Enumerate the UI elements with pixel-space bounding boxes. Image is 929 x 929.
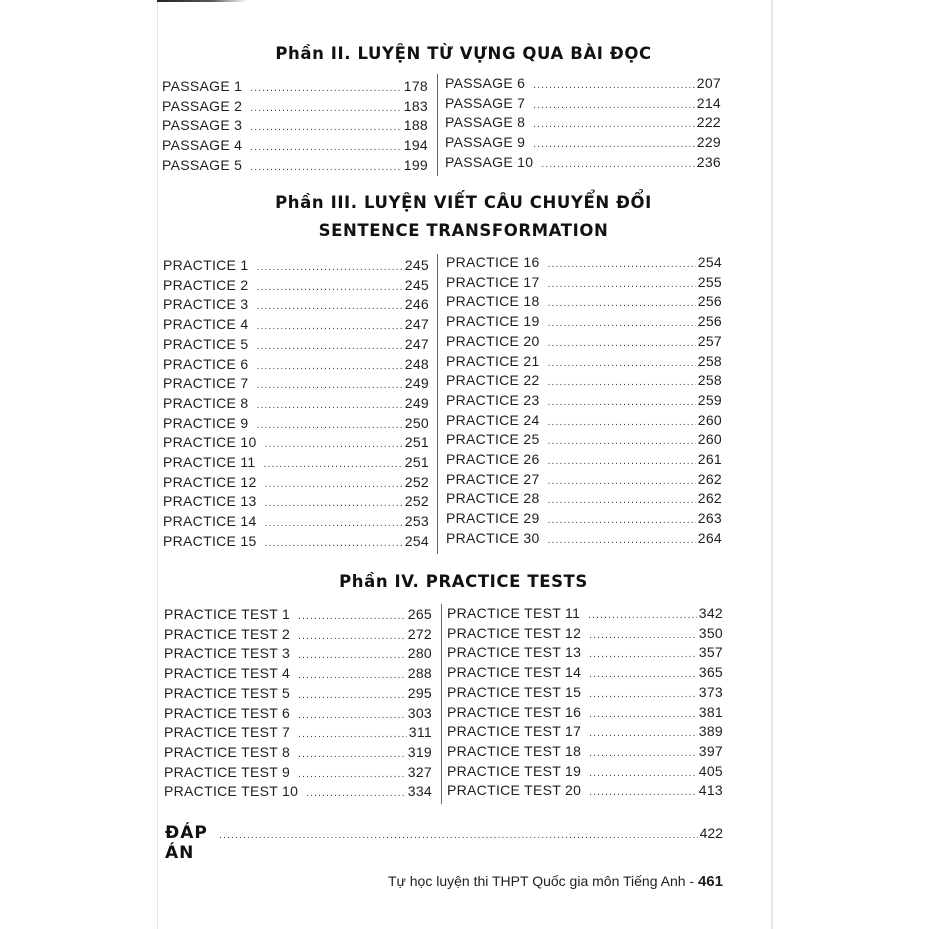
toc-entry[interactable] (446, 510, 722, 526)
entry-label: PRACTICE 2 (163, 276, 249, 293)
entry-page-number: 236 (696, 153, 721, 170)
entry-label: PRACTICE 28 (446, 490, 540, 507)
leader-dots (256, 420, 402, 431)
entry-label: PRACTICE 14 (163, 513, 257, 530)
entry-label: PRACTICE TEST 17 (447, 723, 582, 740)
toc-entry[interactable] (163, 296, 429, 312)
entry-label: PRACTICE 21 (446, 352, 540, 369)
toc-entry[interactable] (163, 316, 429, 332)
entry-page-number: 222 (696, 114, 721, 131)
entry-page-number: 250 (404, 414, 429, 431)
leader-dots (256, 341, 402, 352)
leader-dots (533, 139, 694, 150)
leader-dots (589, 630, 697, 641)
toc-entry[interactable] (447, 684, 723, 700)
toc-entry[interactable] (164, 665, 432, 681)
entry-page-number: 262 (697, 490, 722, 507)
toc-entry[interactable] (447, 743, 723, 759)
toc-entry[interactable] (446, 254, 722, 270)
entry-page-number: 373 (698, 683, 723, 700)
entry-label: PRACTICE TEST 3 (164, 645, 291, 662)
entry-label: PRACTICE 16 (446, 254, 540, 270)
leader-dots (548, 358, 696, 369)
toc-entry[interactable] (162, 117, 428, 133)
entry-label: PRACTICE TEST 16 (447, 703, 582, 720)
entry-label: PRACTICE 22 (446, 372, 540, 389)
toc-entry[interactable] (447, 644, 723, 660)
leader-dots (298, 690, 406, 701)
leader-dots (265, 439, 403, 450)
section-3-subtitle: SENTENCE TRANSFORMATION (318, 221, 609, 240)
leader-dots (264, 459, 403, 470)
entry-page-number: 327 (407, 763, 432, 780)
toc-entry[interactable] (447, 763, 723, 779)
toc-entry[interactable] (163, 257, 429, 273)
toc-entry[interactable] (164, 724, 432, 740)
leader-dots (589, 689, 697, 700)
toc-entry[interactable] (446, 313, 722, 329)
leader-dots (265, 538, 403, 549)
toc-entry[interactable] (446, 353, 722, 369)
entry-label: PASSAGE 8 (445, 114, 526, 131)
toc-entry[interactable] (162, 137, 428, 153)
toc-entry[interactable] (163, 415, 429, 431)
toc-entry[interactable] (163, 474, 429, 490)
leader-dots (298, 611, 406, 622)
entry-page-number: 389 (698, 723, 723, 740)
entry-label: PASSAGE 4 (162, 137, 243, 154)
toc-entry[interactable] (446, 293, 722, 309)
toc-entry[interactable] (163, 454, 429, 470)
toc-entry[interactable] (446, 392, 722, 408)
entry-label: PRACTICE 7 (163, 375, 249, 392)
entry-page-number: 342 (698, 605, 723, 621)
entry-label: PRACTICE 27 (446, 470, 540, 487)
entry-label: PRACTICE TEST 6 (164, 704, 291, 721)
leader-dots (548, 495, 696, 506)
leader-dots (533, 100, 694, 111)
toc-entry[interactable] (446, 490, 722, 506)
entry-label: PRACTICE 24 (446, 411, 540, 428)
toc-entry[interactable] (446, 530, 722, 546)
answers-page-number: 422 (699, 825, 723, 841)
entry-label: PRACTICE TEST 19 (447, 762, 582, 779)
toc-entry[interactable] (163, 356, 429, 372)
leader-dots (548, 417, 696, 428)
entry-label: PRACTICE TEST 7 (164, 724, 291, 741)
leader-dots (589, 728, 697, 739)
entry-page-number: 260 (697, 411, 722, 428)
entry-label: PRACTICE 8 (163, 394, 249, 411)
entry-page-number: 365 (698, 664, 723, 681)
leader-dots (548, 436, 696, 447)
toc-entry[interactable] (163, 434, 429, 450)
entry-label: PRACTICE 12 (163, 473, 257, 490)
entry-page-number: 247 (404, 316, 429, 333)
leader-dots (298, 749, 406, 760)
toc-entry[interactable] (163, 375, 429, 391)
toc-entry[interactable] (446, 274, 722, 290)
toc-entry[interactable] (164, 764, 432, 780)
entry-label: PRACTICE 30 (446, 529, 540, 546)
leader-dots (265, 479, 403, 490)
page-top-edge-shadow (157, 0, 247, 2)
toc-entry[interactable] (162, 98, 428, 114)
entry-label: PRACTICE 19 (446, 313, 540, 330)
entry-page-number: 183 (403, 97, 428, 114)
entry-page-number: 319 (407, 743, 432, 760)
entry-label: PASSAGE 9 (445, 134, 526, 151)
entry-label: PRACTICE 11 (163, 454, 256, 470)
toc-entry[interactable] (164, 705, 432, 721)
entry-page-number: 253 (404, 513, 429, 530)
leader-dots (548, 338, 696, 349)
entry-label: PRACTICE 6 (163, 355, 249, 372)
entry-page-number: 249 (404, 394, 429, 411)
leader-dots (548, 515, 696, 526)
footer-book-title: Tự học luyện thi THPT Quốc gia môn Tiếng Anh - (387, 873, 698, 889)
entry-label: PRACTICE 17 (446, 273, 540, 290)
entry-page-number: 252 (404, 493, 429, 510)
section-4-title: Phần IV. PRACTICE TESTS (339, 572, 588, 591)
leader-dots (589, 768, 697, 779)
entry-page-number: 263 (697, 510, 722, 527)
entry-page-number: 194 (403, 137, 428, 154)
entry-label: PASSAGE 5 (162, 156, 243, 173)
leader-dots (250, 103, 401, 114)
entry-label: PRACTICE TEST 9 (164, 763, 291, 780)
toc-entry[interactable] (446, 471, 722, 487)
entry-label: PRACTICE TEST 5 (164, 684, 291, 701)
entry-label: PASSAGE 10 (445, 153, 534, 170)
entry-page-number: 405 (698, 762, 723, 779)
toc-entry[interactable] (446, 451, 722, 467)
leader-dots (589, 669, 697, 680)
leader-dots (589, 649, 697, 660)
toc-entry[interactable] (446, 412, 722, 428)
entry-label: PRACTICE TEST 4 (164, 665, 291, 682)
toc-entry[interactable] (445, 154, 721, 170)
toc-entry[interactable] (445, 134, 721, 150)
leader-dots (548, 456, 696, 467)
leader-dots (548, 397, 696, 408)
entry-page-number: 413 (698, 782, 723, 799)
leader-dots (250, 83, 401, 94)
leader-dots (589, 709, 697, 720)
leader-dots (548, 259, 696, 270)
toc-entry[interactable] (163, 395, 429, 411)
leader-dots (256, 361, 402, 372)
entry-page-number: 229 (696, 134, 721, 151)
entry-label: PRACTICE TEST 15 (447, 683, 582, 700)
leader-dots (548, 279, 696, 290)
entry-label: PASSAGE 6 (445, 75, 526, 91)
toc-entry[interactable] (447, 782, 723, 798)
toc-entry[interactable] (162, 157, 428, 173)
toc-entry[interactable] (447, 723, 723, 739)
leader-dots (298, 631, 406, 642)
toc-entry[interactable] (164, 744, 432, 760)
leader-dots (533, 80, 694, 91)
toc-entry[interactable] (164, 783, 432, 799)
leader-dots (298, 670, 406, 681)
entry-label: PRACTICE TEST 8 (164, 743, 291, 760)
entry-page-number: 381 (698, 703, 723, 720)
section-4-column-divider (441, 604, 442, 804)
entry-page-number: 256 (697, 313, 722, 330)
entry-label: PASSAGE 2 (162, 97, 243, 114)
entry-page-number: 247 (404, 335, 429, 352)
leader-dots (298, 710, 406, 721)
entry-page-number: 245 (404, 276, 429, 293)
entry-page-number: 258 (697, 372, 722, 389)
entry-label: PRACTICE TEST 13 (447, 644, 582, 661)
leader-dots (256, 282, 402, 293)
entry-label: PRACTICE TEST 11 (447, 605, 581, 621)
section-2-column-divider (437, 74, 438, 176)
leader-dots (256, 301, 402, 312)
leader-dots (265, 498, 403, 509)
toc-entry[interactable] (447, 605, 723, 621)
toc-entry[interactable] (445, 95, 721, 111)
leader-dots (256, 321, 402, 332)
entry-page-number: 178 (403, 78, 428, 94)
entry-label: PRACTICE 3 (163, 296, 249, 313)
entry-label: PRACTICE 25 (446, 431, 540, 448)
entry-page-number: 265 (407, 606, 432, 622)
entry-page-number: 280 (407, 645, 432, 662)
entry-page-number: 248 (404, 355, 429, 372)
toc-entry[interactable] (164, 626, 432, 642)
entry-page-number: 261 (697, 451, 722, 467)
entry-page-number: 357 (698, 644, 723, 661)
toc-entry[interactable] (164, 645, 432, 661)
entry-label: PASSAGE 7 (445, 94, 526, 111)
entry-label: PRACTICE 23 (446, 391, 540, 408)
footer-page-number: 461 (697, 873, 723, 890)
leader-dots (548, 298, 696, 309)
entry-label: PRACTICE 20 (446, 332, 540, 349)
toc-entry[interactable] (163, 513, 429, 529)
leader-dots (541, 159, 694, 170)
entry-label: PRACTICE TEST 10 (164, 783, 299, 800)
toc-entry[interactable] (447, 625, 723, 641)
entry-label: PRACTICE TEST 20 (447, 782, 582, 799)
toc-entry[interactable] (163, 277, 429, 293)
leader-dots (548, 535, 696, 546)
leader-dots (256, 380, 402, 391)
leader-dots (256, 262, 402, 273)
entry-page-number: 295 (407, 684, 432, 701)
leader-dots (219, 830, 698, 841)
entry-page-number: 397 (698, 742, 723, 759)
entry-page-number: 256 (697, 293, 722, 310)
section-3-column-divider (437, 254, 438, 554)
toc-entry[interactable] (163, 493, 429, 509)
entry-label: PRACTICE 26 (446, 451, 540, 467)
section-2-title: Phần II. LUYỆN TỪ VỰNG QUA BÀI ĐỌC (275, 44, 652, 63)
entry-page-number: 245 (404, 257, 429, 273)
page-footer (388, 873, 723, 890)
entry-page-number: 252 (404, 473, 429, 490)
entry-page-number: 334 (407, 783, 432, 800)
entry-page-number: 260 (697, 431, 722, 448)
entry-page-number: 350 (698, 624, 723, 641)
leader-dots (548, 377, 696, 388)
entry-page-number: 255 (697, 273, 722, 290)
toc-entry[interactable] (446, 431, 722, 447)
entry-label: PRACTICE 15 (163, 532, 257, 549)
toc-entry[interactable] (445, 114, 721, 130)
leader-dots (256, 400, 402, 411)
leader-dots (588, 610, 697, 621)
entry-label: PRACTICE TEST 2 (164, 625, 291, 642)
entry-page-number: 207 (696, 75, 721, 91)
leader-dots (548, 476, 696, 487)
leader-dots (298, 769, 406, 780)
entry-page-number: 257 (697, 332, 722, 349)
entry-label: PRACTICE 13 (163, 493, 257, 510)
entry-page-number: 251 (404, 434, 429, 451)
entry-label: PRACTICE 1 (163, 257, 249, 273)
entry-label: PRACTICE TEST 14 (447, 664, 582, 681)
toc-entry[interactable] (163, 533, 429, 549)
entry-label: PRACTICE TEST 18 (447, 742, 582, 759)
entry-page-number: 188 (403, 117, 428, 134)
entry-page-number: 311 (408, 724, 432, 741)
entry-page-number: 264 (697, 529, 722, 546)
toc-entry[interactable] (445, 75, 721, 91)
leader-dots (533, 119, 694, 130)
leader-dots (250, 162, 401, 173)
leader-dots (548, 318, 696, 329)
entry-page-number: 199 (403, 156, 428, 173)
leader-dots (589, 787, 697, 798)
leader-dots (250, 122, 401, 133)
entry-page-number: 254 (697, 254, 722, 270)
leader-dots (298, 650, 406, 661)
entry-label: PRACTICE 10 (163, 434, 257, 451)
entry-page-number: 288 (407, 665, 432, 682)
answers-label: ĐÁP ÁN (165, 823, 208, 863)
entry-label: PRACTICE TEST 1 (164, 606, 291, 622)
toc-entry[interactable] (447, 704, 723, 720)
toc-entry[interactable] (447, 664, 723, 680)
toc-entry[interactable] (446, 372, 722, 388)
entry-page-number: 254 (404, 532, 429, 549)
entry-page-number: 258 (697, 352, 722, 369)
entry-label: PRACTICE 9 (163, 414, 249, 431)
leader-dots (298, 729, 407, 740)
toc-entry[interactable] (164, 606, 432, 622)
leader-dots (589, 748, 697, 759)
entry-page-number: 272 (407, 625, 432, 642)
section-3-title: Phần III. LUYỆN VIẾT CÂU CHUYỂN ĐỔI (275, 193, 652, 212)
toc-entry-answers[interactable] (165, 823, 723, 863)
entry-label: PASSAGE 3 (162, 117, 243, 134)
entry-label: PRACTICE 18 (446, 293, 540, 310)
entry-label: PRACTICE 5 (163, 335, 249, 352)
toc-entry[interactable] (446, 333, 722, 349)
entry-label: PRACTICE 29 (446, 510, 540, 527)
entry-page-number: 246 (404, 296, 429, 313)
entry-label: PRACTICE 4 (163, 316, 249, 333)
entry-page-number: 259 (697, 391, 722, 408)
toc-entry[interactable] (162, 78, 428, 94)
entry-page-number: 251 (404, 454, 429, 470)
leader-dots (250, 142, 401, 153)
entry-page-number: 214 (696, 94, 721, 111)
entry-page-number: 249 (404, 375, 429, 392)
entry-page-number: 262 (697, 470, 722, 487)
entry-label: PRACTICE TEST 12 (447, 624, 582, 641)
leader-dots (306, 788, 406, 799)
entry-page-number: 303 (407, 704, 432, 721)
entry-label: PASSAGE 1 (162, 78, 243, 94)
toc-entry[interactable] (163, 336, 429, 352)
leader-dots (265, 518, 403, 529)
toc-entry[interactable] (164, 685, 432, 701)
